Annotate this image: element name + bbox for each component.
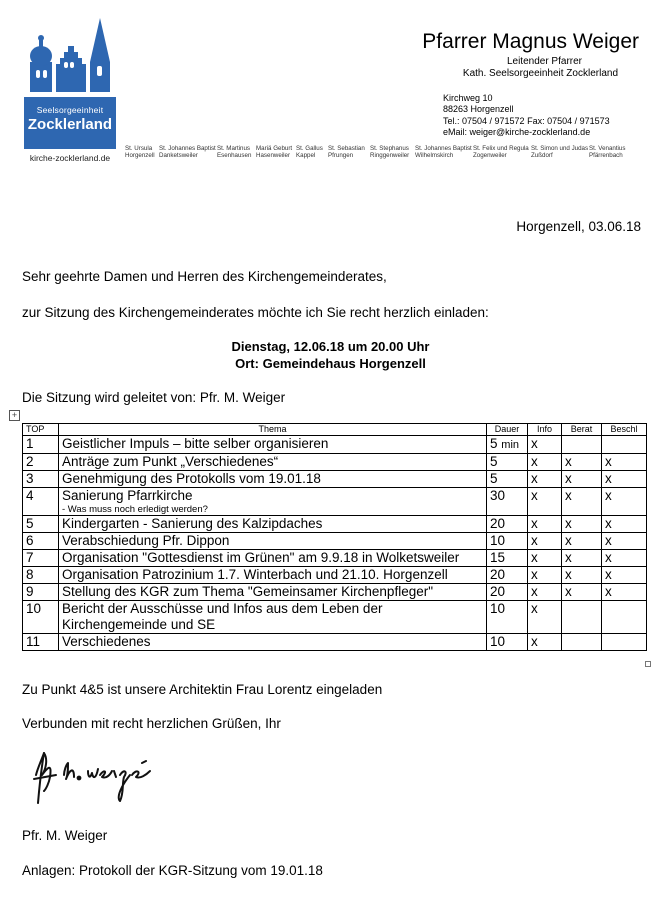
parish-item: St. Johannes Baptist Danketsweiler [159,145,216,159]
row-beschl: x [602,516,647,533]
row-number: 9 [23,584,59,601]
row-topic: Bericht der Ausschüsse und Infos aus dem Leben der Kirchengemeinde und SE [59,601,487,634]
row-info: x [528,550,562,567]
row-number: 10 [23,601,59,634]
table-row [23,567,647,584]
parish-item: St. Stephanus Ringgenweiler [370,145,410,159]
table-row [23,454,647,471]
row-beschl: x [602,471,647,488]
table-row [23,634,647,651]
row-duration: 5 [487,454,528,471]
place-date: Horgenzell, 03.06.18 [516,219,641,234]
row-berat: x [562,550,602,567]
row-berat: x [562,454,602,471]
meeting-date: Dienstag, 12.06.18 um 20.00 Uhr [231,339,430,354]
parish-item: Mariä Geburt Hasenweiler [256,145,293,159]
address-city: 88263 Horgenzell [443,104,514,115]
logo-banner [24,97,116,149]
row-berat: x [562,567,602,584]
row-beschl [602,436,647,454]
row-berat [562,436,602,454]
row-info: x [528,601,562,634]
parish-list [125,145,645,159]
row-berat: x [562,584,602,601]
row-info: x [528,634,562,651]
row-number: 7 [23,550,59,567]
table-resize-handle[interactable] [645,661,651,667]
sender-name: Pfarrer Magnus Weiger [422,30,639,53]
row-duration: 30 [487,488,528,516]
row-duration: 20 [487,516,528,533]
row-beschl: x [602,488,647,516]
row-number: 2 [23,454,59,471]
sender-unit: Kath. Seelsorgeeinheit Zocklerland [462,68,618,79]
row-duration: 10 [487,601,528,634]
table-row [23,471,647,488]
parish-item: St. Venantius Pfärrenbach [589,145,626,159]
logo-line-2: Zocklerland [27,116,113,133]
table-row [23,550,647,567]
row-berat [562,601,602,634]
row-info: x [528,584,562,601]
logo-line-1: Seelsorgeeinheit [36,105,104,115]
table-header-row [23,424,647,436]
row-berat: x [562,516,602,533]
row-beschl: x [602,550,647,567]
row-info: x [528,488,562,516]
table-row [23,436,647,454]
address-email: eMail: weiger@kirche-zocklerland.de [443,127,591,138]
row-info: x [528,516,562,533]
row-topic: Organisation "Gottesdienst im Grünen" am 9.9.18 in Wolketsweiler [59,550,487,567]
meeting-location: Ort: Gemeindehaus Horgenzell [235,356,426,371]
row-number: 5 [23,516,59,533]
row-duration: 10 [487,634,528,651]
table-row [23,516,647,533]
row-topic: Verschiedenes [59,634,487,651]
row-beschl: x [602,454,647,471]
header-info: Info [528,424,562,436]
row-number: 1 [23,436,59,454]
sender-address [443,93,610,139]
parish-item: St. Ursula Horgenzell [125,145,155,159]
row-beschl [602,601,647,634]
signature-name: Pfr. M. Weiger [22,828,108,843]
header-dauer: Dauer [487,424,528,436]
row-berat: x [562,533,602,550]
closing-line: Verbunden mit recht herzlichen Grüßen, Ihr [22,716,281,731]
parish-item: St. Sebastian Pfrungen [328,145,365,159]
table-row [23,601,647,634]
row-topic: Anträge zum Punkt „Verschiedenes“ [59,454,487,471]
row-number: 11 [23,634,59,651]
row-duration: 5 [487,471,528,488]
row-info: x [528,533,562,550]
parish-logo [24,18,116,163]
row-berat: x [562,488,602,516]
parish-item: St. Martinus Esenhausen [217,145,252,159]
row-number: 3 [23,471,59,488]
header-thema: Thema [59,424,487,436]
row-topic: Kindergarten - Sanierung des Kalzipdaches [59,516,487,533]
row-number: 6 [23,533,59,550]
table-row [23,533,647,550]
row-info: x [528,454,562,471]
sender-role: Leitender Pfarrer [506,56,582,67]
parish-item: St. Gallus Kappel [296,145,323,159]
logo-url: kirche-zocklerland.de [29,153,111,163]
row-topic: Geistlicher Impuls – bitte selber organisieren [59,436,487,454]
parish-item: St. Johannes Baptist Wilhelmskirch [415,145,472,159]
row-duration: 10 [487,533,528,550]
header-top: TOP [23,424,59,436]
row-topic: Sanierung Pfarrkirche - Was muss noch erledigt werden? [59,488,487,516]
row-info: x [528,471,562,488]
header-berat: Berat [562,424,602,436]
row-topic: Organisation Patrozinium 1.7. Winterbach und 21.10. Horgenzell [59,567,487,584]
parish-item: St. Simon und Judas Zußdorf [531,145,589,159]
row-topic: Genehmigung des Protokolls vom 19.01.18 [59,471,487,488]
row-info: x [528,436,562,454]
header-beschl: Beschl [602,424,647,436]
row-beschl: x [602,567,647,584]
address-phone: Tel.: 07504 / 971572 Fax: 07504 / 971573 [443,115,610,126]
table-row [23,584,647,601]
row-duration: 5 min [487,436,528,454]
church-towers-icon [24,18,116,92]
row-duration: 20 [487,567,528,584]
row-beschl: x [602,533,647,550]
table-row [23,488,647,516]
row-info: x [528,567,562,584]
chair-line: Die Sitzung wird geleitet von: Pfr. M. Weiger [22,390,286,405]
row-duration: 15 [487,550,528,567]
agenda-table [22,423,647,651]
row-number: 4 [23,488,59,516]
row-topic: Verabschiedung Pfr. Dippon [59,533,487,550]
row-beschl [602,634,647,651]
row-berat [562,634,602,651]
row-duration: 20 [487,584,528,601]
parish-item: St. Felix und Regula Zogenweiler [473,145,529,159]
attachments: Anlagen: Protokoll der KGR-Sitzung vom 19.01.18 [22,863,323,878]
intro-text: zur Sitzung des Kirchengemeinderates möchte ich Sie recht herzlich einladen: [22,305,489,320]
salutation: Sehr geehrte Damen und Herren des Kirchengemeinderates, [22,269,387,284]
handwritten-signature [30,745,165,807]
table-move-handle-icon[interactable]: + [9,410,20,421]
row-number: 8 [23,567,59,584]
row-beschl: x [602,584,647,601]
row-subtopic: - Was muss noch erledigt werden? [62,504,208,515]
architect-note: Zu Punkt 4&5 ist unsere Architektin Frau Lorentz eingeladen [22,682,383,697]
address-street: Kirchweg 10 [443,93,493,103]
row-topic: Stellung des KGR zum Thema "Gemeinsamer Kirchenpfleger" [59,584,487,601]
row-berat: x [562,471,602,488]
